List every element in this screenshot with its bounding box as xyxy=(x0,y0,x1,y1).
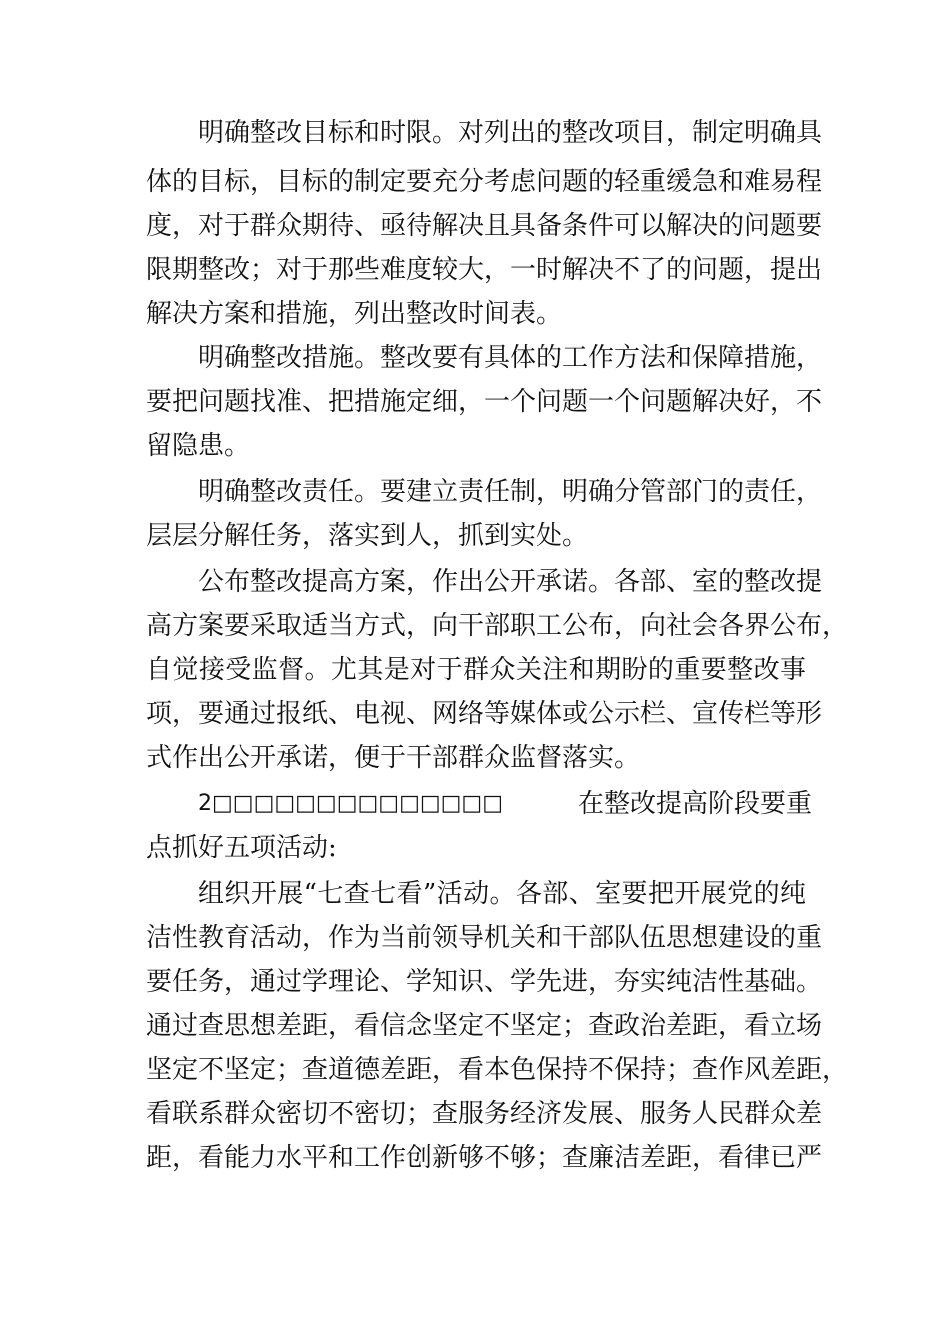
text-line: 明确整改措施。整改要有具体的工作方法和保障措施， xyxy=(198,343,823,373)
text-line: 在整改提高阶段要重 xyxy=(578,789,813,819)
text-line: 明确整改责任。要建立责任制，明确分管部门的责任， xyxy=(198,477,823,507)
text-line: 层层分解任务，落实到人，抓到实处。 xyxy=(146,521,589,551)
text-line: 高方案要采取适当方式，向干部职工公布，向社会各界公布， xyxy=(146,611,849,641)
text-line: 坚定不坚定；查道德差距，看本色保持不保持；查作风差距， xyxy=(146,1055,849,1085)
text-line: 体的目标，目标的制定要充分考虑问题的轻重缓急和难易程 xyxy=(146,167,823,197)
text-line: 度，对于群众期待、亟待解决且具备条件可以解决的问题要 xyxy=(146,211,823,241)
section-heading-garbled: 2□□□□□□□□□□□□□□ xyxy=(198,791,504,816)
text-line: 要把问题找准、把措施定细，一个问题一个问题解决好，不 xyxy=(146,387,823,417)
text-line: 看联系群众密切不密切；查服务经济发展、服务人民群众差 xyxy=(146,1099,823,1129)
text-line: 留隐患。 xyxy=(146,431,251,461)
text-line: 组织开展“七查七看”活动。各部、室要把开展党的纯 xyxy=(198,879,806,909)
text-line: 式作出公开承诺，便于干部群众监督落实。 xyxy=(146,743,641,773)
text-line: 限期整改；对于那些难度较大，一时解决不了的问题，提出 xyxy=(146,255,823,285)
text-line: 要任务，通过学理论、学知识、学先进，夯实纯洁性基础。 xyxy=(146,967,823,997)
text-line: 项，要通过报纸、电视、网络等媒体或公示栏、宣传栏等形 xyxy=(146,699,823,729)
text-line: 自觉接受监督。尤其是对于群众关注和期盼的重要整改事 xyxy=(146,655,806,685)
text-line: 通过查思想差距，看信念坚定不坚定；查政治差距，看立场 xyxy=(146,1011,823,1041)
text-line: 距，看能力水平和工作创新够不够；查廉洁差距，看律已严 xyxy=(146,1143,823,1173)
text-line: 明确整改目标和时限。对列出的整改项目，制定明确具 xyxy=(198,118,823,148)
text-line: 解决方案和措施，列出整改时间表。 xyxy=(146,299,563,329)
text-line: 公布整改提高方案，作出公开承诺。各部、室的整改提 xyxy=(198,567,823,597)
text-line: 洁性教育活动，作为当前领导机关和干部队伍思想建设的重 xyxy=(146,923,823,953)
text-line: 点抓好五项活动: xyxy=(146,833,337,863)
